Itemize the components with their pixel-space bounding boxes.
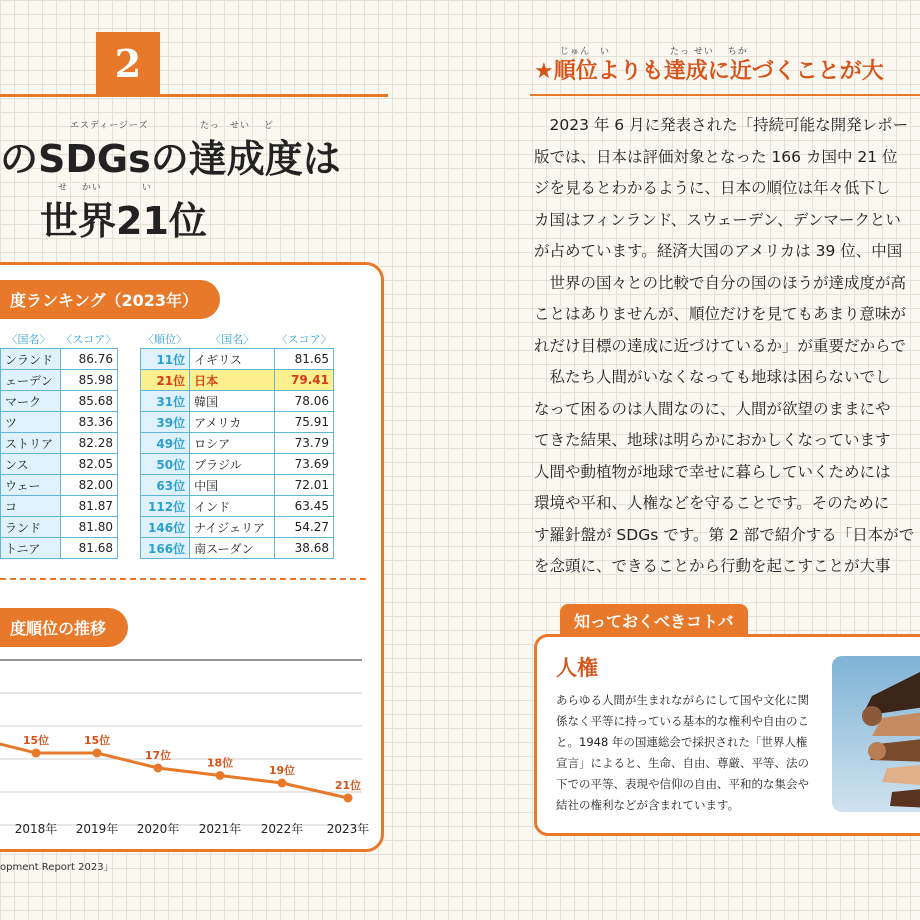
- country-cell: インド: [190, 496, 275, 517]
- chapter-number: 2: [114, 40, 142, 86]
- score-cell: 81.68: [60, 538, 117, 559]
- table-row: [1, 538, 118, 559]
- section-divider: [0, 578, 366, 580]
- country-cell: ストリア: [1, 433, 61, 454]
- trend-title: 度順位の推移: [0, 608, 128, 647]
- table-row: [141, 412, 334, 433]
- data-point: [93, 749, 102, 758]
- score-cell: 75.91: [275, 412, 334, 433]
- body-line: 環境や平和、人権などを守ることです。そのために: [534, 494, 890, 512]
- score-cell: 83.36: [60, 412, 117, 433]
- country-cell: マーク: [1, 391, 61, 412]
- body-line: 版では、日本は評価対象となった 166 カ国中 21 位: [534, 147, 898, 166]
- country-cell: ランド: [1, 517, 61, 538]
- table-row: [141, 496, 334, 517]
- rank-cell: 21位: [141, 370, 190, 391]
- data-label: 18位: [206, 756, 234, 770]
- score-cell: 63.45: [275, 496, 334, 517]
- rank-cell: 39位: [141, 412, 190, 433]
- table-row: [141, 538, 334, 559]
- data-label: 15位: [22, 734, 50, 747]
- data-point: [32, 749, 41, 758]
- table-row: [141, 370, 334, 391]
- score-cell: 38.68: [275, 538, 334, 559]
- score-cell: 82.00: [60, 475, 117, 496]
- series-line: [0, 738, 348, 798]
- x-tick-label: 2021年: [198, 822, 242, 836]
- country-cell: 韓国: [190, 391, 275, 412]
- country-cell: ナイジェリア: [190, 517, 275, 538]
- header-country: 〈国名〉: [210, 333, 255, 346]
- header-rank: 〈順位〉: [143, 333, 188, 346]
- body-line: ジを見るとわかるように、日本の順位は年々低下し: [534, 179, 891, 197]
- data-point: [216, 771, 225, 780]
- data-label: 15位: [83, 734, 111, 747]
- table-row: [141, 433, 334, 454]
- country-cell: 南スーダン: [190, 538, 275, 559]
- page-title-line1: のSDGsの達成度は: [0, 137, 341, 181]
- rank-cell: 50位: [141, 454, 190, 475]
- chart-grid: [0, 660, 362, 825]
- score-cell: 85.68: [60, 391, 117, 412]
- keyword-tab: 知っておくべきコトバ: [560, 604, 748, 637]
- score-cell: 82.28: [60, 433, 117, 454]
- x-tick-label: 2020年: [136, 822, 180, 836]
- table-row: [141, 349, 334, 370]
- rank-trend-chart: [0, 650, 370, 850]
- header-country: 〈国名〉: [6, 333, 51, 346]
- rank-cell: 63位: [141, 475, 190, 496]
- title-ruby-sekai: せ かい い: [58, 183, 152, 193]
- section-heading: ★順位よりも達成に近づくことが大: [534, 59, 884, 84]
- score-cell: 54.27: [275, 517, 334, 538]
- x-tick-label: 2023年: [326, 822, 370, 836]
- heading-ruby: じゅん い たっ せい ちか: [560, 47, 748, 57]
- body-line: 2023 年 6 月に発表された「持続可能な開発レポー: [534, 116, 909, 134]
- x-tick-label: 2022年: [260, 822, 304, 836]
- score-cell: 85.98: [60, 370, 117, 391]
- score-cell: 81.80: [60, 517, 117, 538]
- score-cell: 73.79: [275, 433, 334, 454]
- keyword-definition: あらゆる人間が生まれながらにして国や文化に関係なく平等に持っている基本的な権利や自由のこと。1948 年の国連総会で採択された「世界人権宣言」によると、生命、自由、尊厳、平等、法の下での平等、表現や信仰の自由、平和的な集会や結社の権利などが含まれています。: [556, 693, 809, 812]
- data-label: 19位: [268, 764, 296, 777]
- title-ruby-sdgs: エスディージーズ: [70, 121, 149, 131]
- table-row: [1, 517, 118, 538]
- data-point: [154, 764, 163, 773]
- hands-photo: [832, 656, 920, 812]
- data-label: 21位: [334, 779, 362, 792]
- body-line: 世界の国々との比較で自分の国のほうが達成度が高: [534, 273, 907, 292]
- country-cell: ウェー: [1, 475, 61, 496]
- body-line: を念頭に、できることから行動を起こすことが大事: [534, 557, 891, 575]
- ranking-table-right: [140, 330, 334, 559]
- ranking-title: 度ランキング（2023年）: [0, 280, 220, 319]
- rank-cell: 49位: [141, 433, 190, 454]
- table-row: [141, 391, 334, 412]
- score-cell: 78.06: [275, 391, 334, 412]
- table-row: [1, 433, 118, 454]
- body-line: す羅針盤が SDGs です。第 2 部で紹介する「日本がで: [534, 525, 915, 544]
- country-cell: イギリス: [190, 349, 275, 370]
- table-row: [1, 475, 118, 496]
- score-cell: 82.05: [60, 454, 117, 475]
- body-line: 人間や動植物が地球で幸せに暮らしていくためには: [534, 462, 891, 481]
- chart-x-labels: [15, 821, 370, 836]
- rank-cell: 112位: [141, 496, 190, 517]
- country-cell: アメリカ: [190, 412, 275, 433]
- country-cell: ンランド: [1, 349, 61, 370]
- table-row: [1, 349, 118, 370]
- body-line: ことはありませんが、順位だけを見てもあまり意味が: [534, 305, 907, 323]
- score-cell: 81.65: [275, 349, 334, 370]
- data-point: [278, 779, 287, 788]
- rank-cell: 31位: [141, 391, 190, 412]
- header-score: 〈スコア〉: [61, 333, 117, 346]
- rank-cell: 11位: [141, 349, 190, 370]
- score-cell: 73.69: [275, 454, 334, 475]
- body-line: てきた結果、地球は明らかにおかしくなっています: [534, 431, 891, 449]
- body-text: [534, 110, 920, 583]
- page-title-line2: 世界21位: [40, 199, 207, 243]
- country-cell: 日本: [190, 370, 275, 391]
- table-row: [141, 475, 334, 496]
- country-cell: ェーデン: [1, 370, 61, 391]
- body-line: が占めています。経済大国のアメリカは 39 位、中国: [534, 242, 903, 260]
- score-cell: 79.41: [275, 370, 334, 391]
- source-note: opment Report 2023」: [0, 862, 114, 873]
- table-row: [141, 517, 334, 538]
- country-cell: コ: [1, 496, 61, 517]
- data-point: [344, 794, 353, 803]
- body-line: 私たち人間がいなくなっても地球は困らないでし: [534, 368, 891, 386]
- country-cell: ツ: [1, 412, 61, 433]
- title-ruby-tassei: たっ せい ど: [200, 121, 274, 131]
- table-row: [1, 391, 118, 412]
- table-row: [1, 412, 118, 433]
- table-row: [141, 454, 334, 475]
- x-tick-label: 2018年: [14, 822, 58, 836]
- score-cell: 81.87: [60, 496, 117, 517]
- heading-rule: [530, 94, 920, 96]
- country-cell: ロシア: [190, 433, 275, 454]
- score-cell: 86.76: [60, 349, 117, 370]
- chapter-rule: [0, 94, 388, 97]
- rank-cell: 146位: [141, 517, 190, 538]
- country-cell: ブラジル: [190, 454, 275, 475]
- body-line: れだけ目標の達成に近づけているか」が重要だからで: [534, 336, 906, 355]
- chapter-number-badge: [96, 32, 160, 94]
- rank-cell: 166位: [141, 538, 190, 559]
- ranking-table-left: [0, 330, 118, 559]
- body-line: なって困るのは人間なのに、人間が欲望のままにや: [534, 399, 891, 418]
- data-label: 17位: [144, 749, 172, 762]
- country-cell: 中国: [190, 475, 275, 496]
- body-line: カ国はフィンランド、スウェーデン、デンマークとい: [534, 210, 901, 229]
- country-cell: トニア: [1, 538, 61, 559]
- x-tick-label: 2019年: [75, 822, 119, 836]
- table-row: [1, 496, 118, 517]
- country-cell: ンス: [1, 454, 61, 475]
- table-row: [1, 370, 118, 391]
- header-score: 〈スコア〉: [276, 333, 332, 346]
- keyword-title: 人権: [556, 656, 598, 680]
- table-row: [1, 454, 118, 475]
- score-cell: 72.01: [275, 475, 334, 496]
